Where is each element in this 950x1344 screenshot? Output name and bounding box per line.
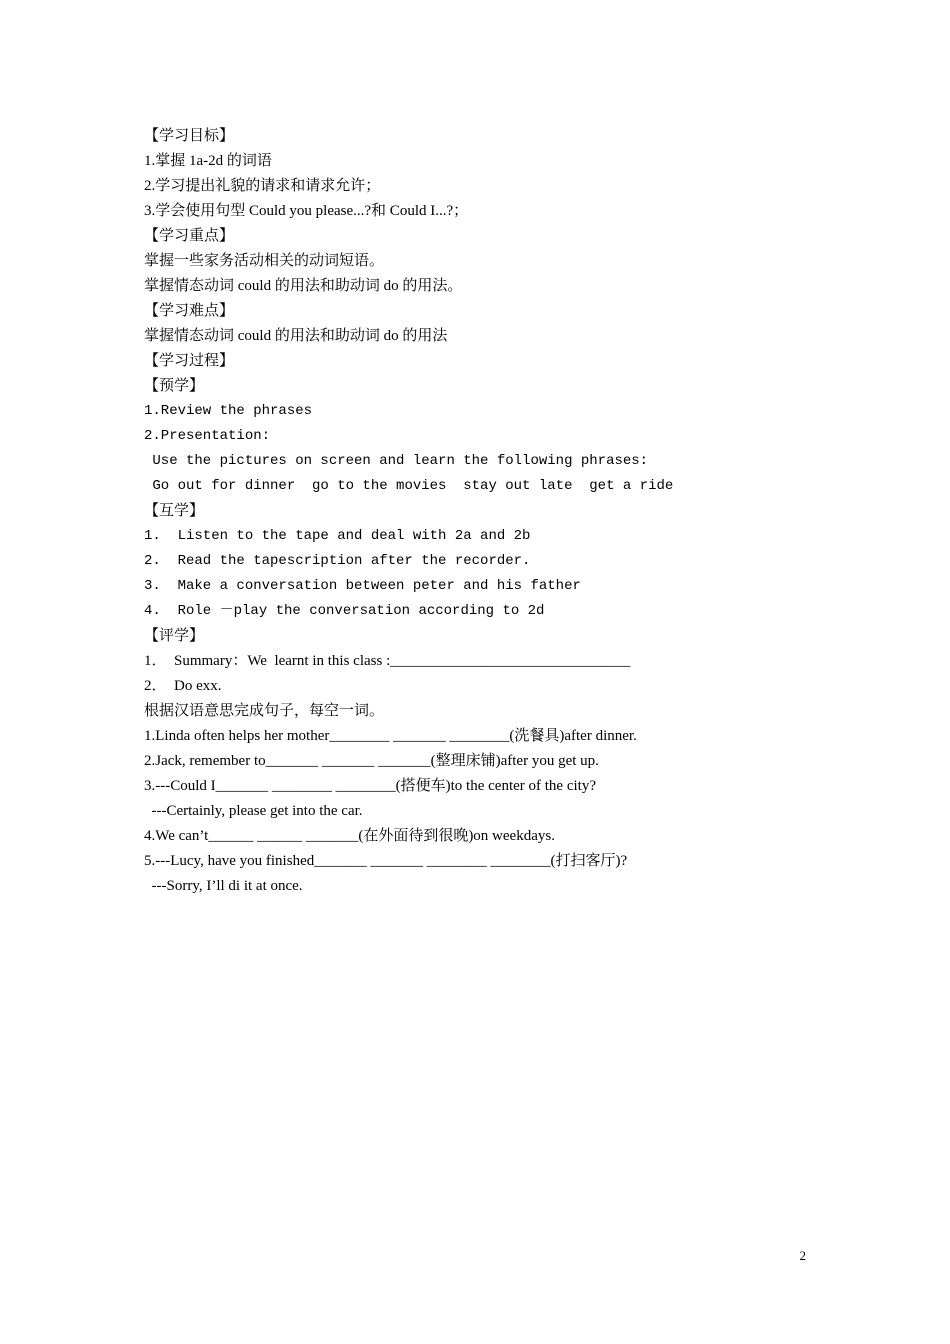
goal-line-1: 1.掌握 1a-2d 的词语 [144, 153, 272, 169]
heading-mutual-learning: 【互学】 [144, 503, 205, 519]
preview-line-4: Go out for dinner go to the movies stay out late get a ride [144, 478, 674, 494]
activity-line-4: 4. Role －play the conversation according to 2d [144, 603, 545, 619]
preview-line-1: 1.Review the phrases [144, 403, 313, 419]
heading-learning-goals: 【学习目标】 [144, 128, 235, 144]
key-point-line-1: 掌握一些家务活动相关的动词短语。 [144, 253, 385, 269]
exercise-item-4: 4.We can’t______ ______ _______(在外面待到很晚)on weekdays. [144, 828, 555, 844]
heading-key-points: 【学习重点】 [144, 228, 235, 244]
evaluation-line-1: 1． Summary：We learnt in this class :________________________________ [144, 653, 631, 669]
document-body [144, 124, 824, 899]
preview-line-2: 2.Presentation: [144, 428, 271, 444]
activity-line-1: 1. Listen to the tape and deal with 2a and 2b [144, 528, 531, 544]
difficult-point-line: 掌握情态动词 could 的用法和助动词 do 的用法 [144, 328, 448, 344]
evaluation-line-2: 2． Do exx. [144, 678, 222, 694]
exercise-item-5: 5.---Lucy, have you finished_______ _______ ________ ________(打扫客厅)? [144, 853, 628, 869]
key-point-line-2: 掌握情态动词 could 的用法和助动词 do 的用法。 [144, 278, 463, 294]
exercise-item-2: 2.Jack, remember to_______ _______ _______(整理床铺)after you get up. [144, 753, 599, 769]
page-number: 2 [799, 1248, 806, 1263]
heading-evaluation: 【评学】 [144, 628, 205, 644]
exercise-item-5-answer: ---Sorry, I’ll di it at once. [144, 878, 303, 894]
goal-line-2: 2.学习提出礼貌的请求和请求允许； [144, 178, 381, 194]
exercise-item-3-answer: ---Certainly, please get into the car. [144, 803, 363, 819]
heading-learning-process: 【学习过程】 [144, 353, 235, 369]
heading-preview: 【预学】 [144, 378, 205, 394]
preview-line-3: Use the pictures on screen and learn the following phrases: [144, 453, 649, 469]
exercise-item-1: 1.Linda often helps her mother________ _______ ________(洗餐具)after dinner. [144, 728, 637, 744]
exercise-item-3: 3.---Could I_______ ________ ________(搭便车)to the center of the city? [144, 778, 596, 794]
activity-line-2: 2. Read the tapescription after the recorder. [144, 553, 531, 569]
activity-line-3: 3. Make a conversation between peter and his father [144, 578, 581, 594]
goal-line-3: 3.学会使用句型 Could you please...?和 Could I...?； [144, 203, 469, 219]
heading-difficult-points: 【学习难点】 [144, 303, 235, 319]
exercise-instruction: 根据汉语意思完成句子，每空一词。 [144, 703, 385, 719]
